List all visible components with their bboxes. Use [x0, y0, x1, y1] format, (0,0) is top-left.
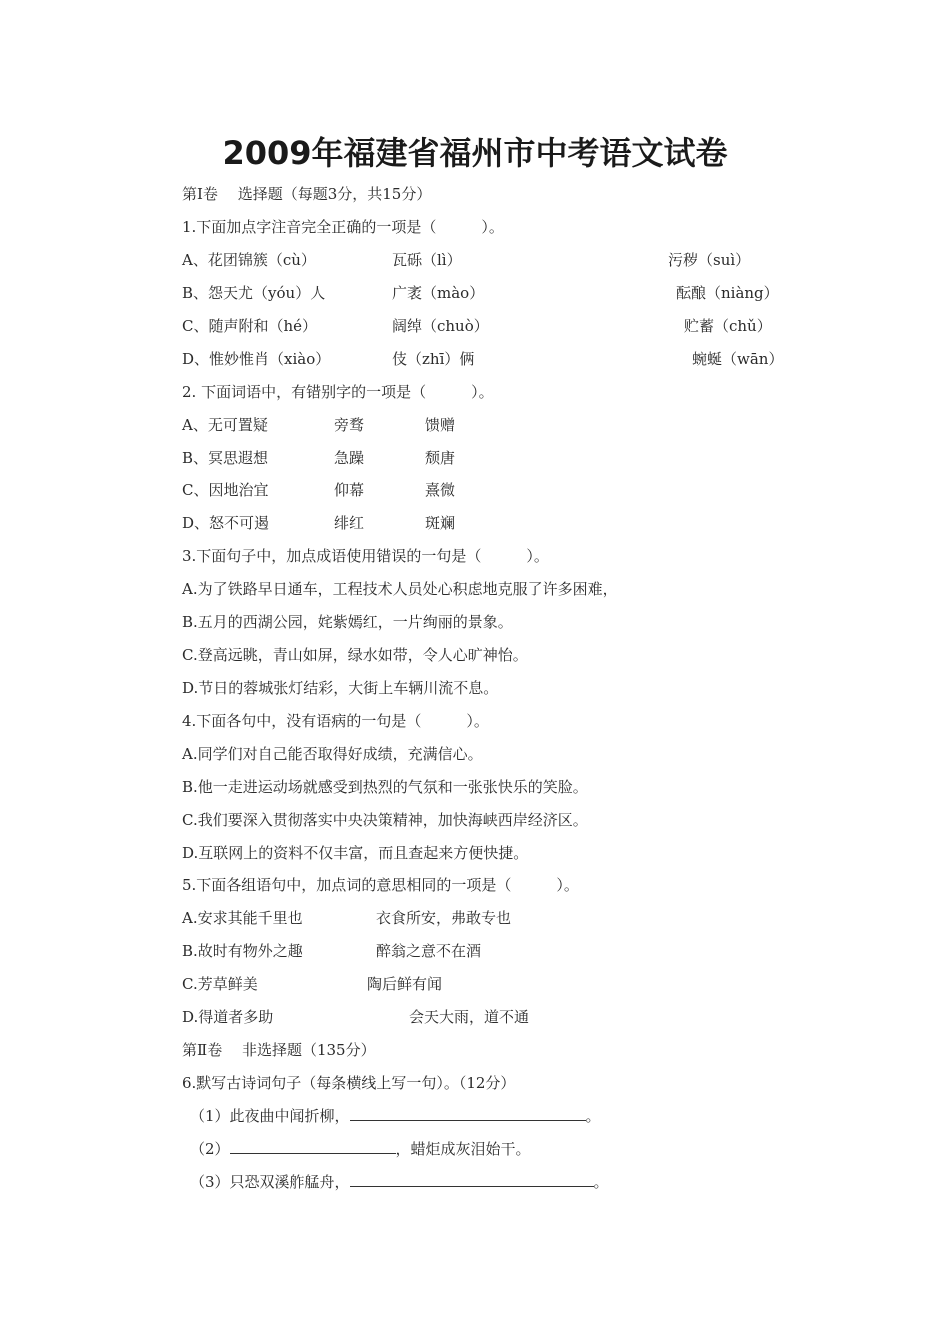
q2-option-b-2: 急躁 — [334, 449, 365, 467]
q2-option-a-1: A、无可置疑 — [182, 416, 268, 434]
q1-option-c-3: 贮蓄（chǔ） — [684, 317, 772, 335]
q6-item-2-prefix: （2） — [190, 1140, 230, 1158]
q1-option-b-2: 广袤（mào） — [392, 284, 485, 302]
section-1-header: 第Ⅰ卷 选择题（每题3分，共15分） — [182, 185, 432, 203]
q5-stem: 5.下面各组语句中，加点词的意思相同的一项是（ ）。 — [182, 876, 579, 894]
section-2-header: 第Ⅱ卷 非选择题（135分） — [182, 1041, 376, 1059]
q2-option-b-1: B、冥思遐想 — [182, 449, 269, 467]
q6-item-1 — [190, 1106, 601, 1126]
q6-item-2-answer-blank[interactable] — [230, 1139, 396, 1154]
q5-option-a-1: A.安求其能千里也 — [182, 909, 303, 927]
q1-option-c-1: C、随声附和（hé） — [182, 317, 318, 335]
q2-option-c-3: 熹微 — [425, 481, 456, 499]
q1-option-a-2: 瓦砾（lì） — [392, 251, 462, 269]
q1-option-b-1: B、怨天尤（yóu）人 — [182, 284, 326, 302]
q6-item-1-prefix: （1）此夜曲中闻折柳， — [190, 1107, 350, 1125]
q6-item-1-suffix: 。 — [585, 1107, 601, 1125]
q1-option-d-2: 伎（zhī）俩 — [392, 350, 475, 368]
q2-option-d-1: D、怒不可遏 — [182, 514, 270, 532]
q2-stem: 2. 下面词语中，有错别字的一项是（ ）。 — [182, 383, 494, 401]
q6-item-1-answer-blank[interactable] — [350, 1106, 586, 1121]
q6-item-2-suffix: ，蜡炬成灰泪始干。 — [395, 1140, 531, 1158]
q2-option-a-3: 馈赠 — [425, 416, 456, 434]
q5-option-c-1: C.芳草鲜美 — [182, 975, 258, 993]
q3-option-c: C.登高远眺，青山如屏，绿水如带，令人心旷神怡。 — [182, 646, 528, 664]
q2-option-c-1: C、因地治宜 — [182, 481, 269, 499]
q1-option-d-1: D、惟妙惟肖（xiào） — [182, 350, 331, 368]
q3-option-a: A.为了铁路早日通车，工程技术人员处心积虑地克服了许多困难， — [182, 580, 618, 598]
q1-option-c-2: 阔绰（chuò） — [392, 317, 489, 335]
q4-option-c: C.我们要深入贯彻落实中央决策精神，加快海峡西岸经济区。 — [182, 811, 588, 829]
q5-option-c-2: 陶后鲜有闻 — [367, 975, 443, 993]
q6-item-3-answer-blank[interactable] — [350, 1172, 594, 1187]
q6-item-3 — [190, 1172, 609, 1192]
q3-stem: 3.下面句子中，加点成语使用错误的一句是（ ）。 — [182, 547, 549, 565]
q3-option-d: D.节日的蓉城张灯结彩，大街上车辆川流不息。 — [182, 679, 499, 697]
q1-option-b-3: 酝酿（niàng） — [676, 284, 779, 302]
q1-option-a-1: A、花团锦簇（cù） — [182, 251, 316, 269]
q6-item-3-prefix: （3）只恐双溪舴艋舟， — [190, 1173, 350, 1191]
q1-option-d-3: 蜿蜒（wān） — [692, 350, 784, 368]
q2-option-d-3: 斑斓 — [425, 514, 456, 532]
q4-option-d: D.互联网上的资料不仅丰富，而且查起来方便快捷。 — [182, 844, 529, 862]
q6-stem: 6.默写古诗词句子（每条横线上写一句）。（12分） — [182, 1074, 516, 1092]
q5-option-b-2: 醉翁之意不在酒 — [376, 942, 482, 960]
q1-stem: 1.下面加点字注音完全正确的一项是（ ）。 — [182, 218, 504, 236]
q5-option-b-1: B.故时有物外之趣 — [182, 942, 303, 960]
q5-option-d-2: 会天大雨，道不通 — [409, 1008, 530, 1026]
q2-option-a-2: 旁骛 — [334, 416, 365, 434]
q6-item-2 — [190, 1139, 531, 1159]
q2-option-d-2: 绯红 — [334, 514, 365, 532]
q2-option-b-3: 颓唐 — [425, 449, 456, 467]
q4-stem: 4.下面各句中，没有语病的一句是（ ）。 — [182, 712, 489, 730]
q5-option-d-1: D.得道者多助 — [182, 1008, 274, 1026]
q3-option-b: B.五月的西湖公园，姹紫嫣红，一片绚丽的景象。 — [182, 613, 513, 631]
q4-option-a: A.同学们对自己能否取得好成绩，充满信心。 — [182, 745, 483, 763]
q5-option-a-2: 衣食所安，弗敢专也 — [376, 909, 512, 927]
q6-item-3-suffix: 。 — [593, 1173, 609, 1191]
q4-option-b: B.他一走进运动场就感受到热烈的气氛和一张张快乐的笑脸。 — [182, 778, 588, 796]
page-title: 2009年福建省福州市中考语文试卷 — [222, 134, 728, 172]
q1-option-a-3: 污秽（suì） — [668, 251, 751, 269]
q2-option-c-2: 仰幕 — [334, 481, 365, 499]
